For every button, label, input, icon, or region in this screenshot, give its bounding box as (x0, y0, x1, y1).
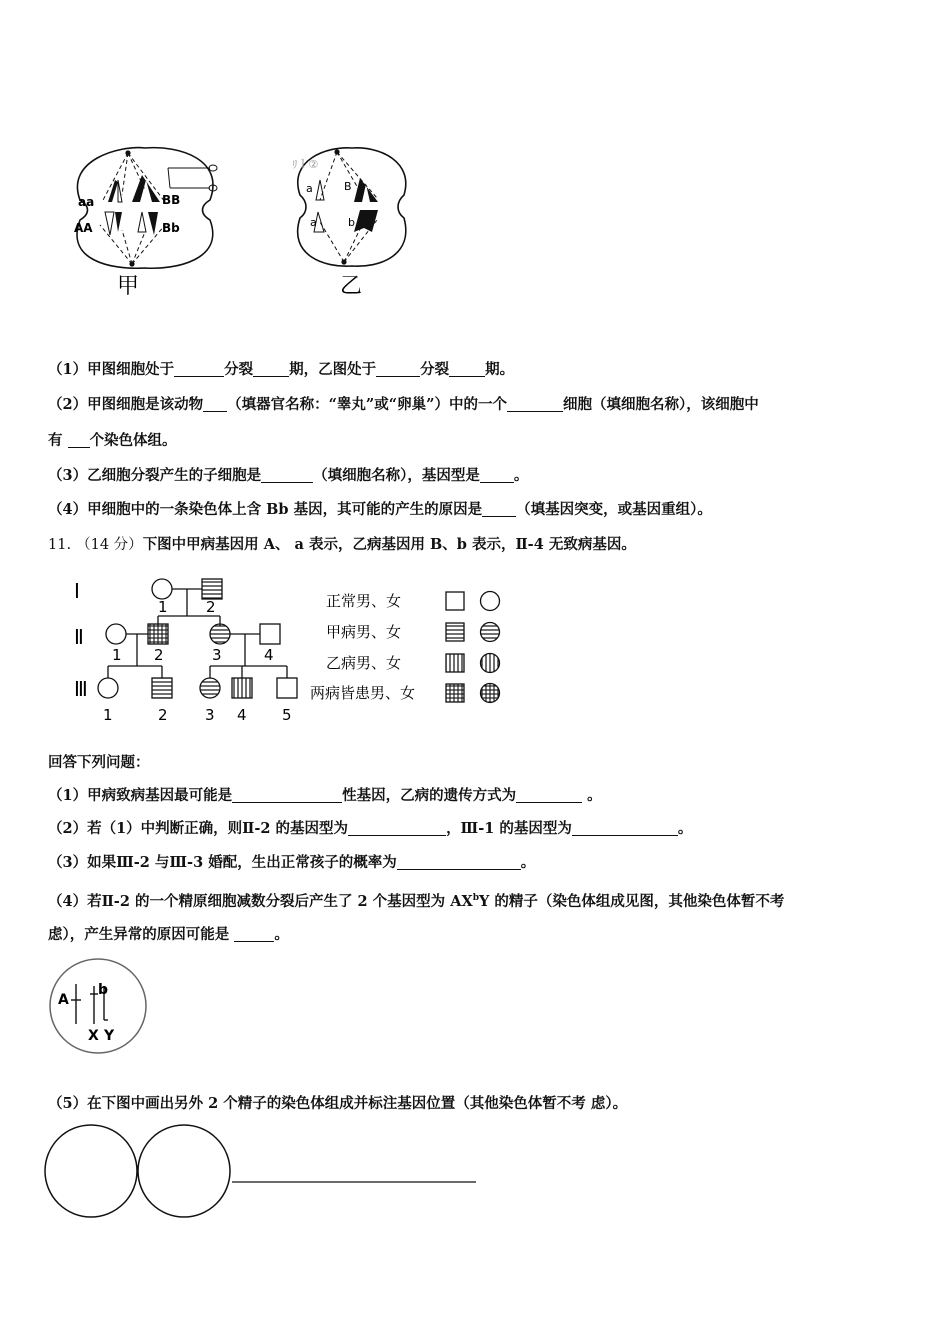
answer-blank[interactable] (397, 854, 521, 870)
sperm-chrom-X: X (88, 1028, 99, 1044)
generation-I: Ⅰ (74, 579, 80, 603)
gene-label-a-bottom: a (310, 216, 317, 229)
svg-text:5: 5 (282, 706, 292, 724)
answer-blank[interactable] (203, 396, 227, 412)
sperm-chromosome-figure (48, 958, 152, 1058)
answer-blank[interactable] (261, 467, 313, 483)
gene-label-Bb: Bb (162, 221, 180, 235)
answer-blank[interactable] (232, 787, 342, 803)
gene-label-aa: aa (78, 195, 95, 209)
svg-text:甲病男、女: 甲病男、女 (326, 623, 402, 641)
II-2-affected-male-both (148, 624, 168, 644)
III-5-normal-male (277, 678, 297, 698)
answer-blank[interactable] (234, 926, 274, 942)
q10-part1: （1）甲图细胞处于 分裂 期，乙图处于 分裂 期。 (48, 361, 515, 378)
generation-II: Ⅱ (74, 625, 84, 649)
drawing-circle-1[interactable] (45, 1125, 137, 1217)
pedigree-legend (310, 592, 415, 702)
sperm-gene-b: b (98, 982, 109, 998)
II-1-normal-female (106, 624, 126, 644)
svg-text:4: 4 (237, 706, 247, 724)
III-2-affected-male-jia (152, 678, 172, 698)
sperm-gene-A: A (58, 992, 69, 1008)
svg-text:3: 3 (212, 646, 222, 664)
II-4-normal-male (260, 624, 280, 644)
q10-part3: （3）乙细胞分裂产生的子细胞是 （填细胞名称），基因型是 。 (48, 467, 529, 484)
gene-label-AA: AA (74, 221, 93, 235)
answer-blank[interactable] (507, 396, 563, 412)
q11-part5: （5）在下图中画出另外 2 个精子的染色体组成并标注基因位置（其他染色体暂不考 虑）。 (48, 1095, 628, 1112)
svg-text:2: 2 (206, 598, 216, 616)
figure-label-yi: 乙 (340, 274, 363, 299)
cell-figure-yi (282, 140, 422, 300)
I-1-normal-female (152, 579, 172, 599)
generation-III: Ⅲ (74, 677, 88, 701)
svg-text:两病皆患男、女: 两病皆患男、女 (310, 684, 416, 702)
answer-blank[interactable] (174, 361, 224, 377)
q11-part1: （1）甲病致病基因最可能是 性基因，乙病的遗传方式为 。 (48, 787, 602, 804)
pedigree-chart (60, 568, 510, 733)
svg-text:2: 2 (154, 646, 164, 664)
q11-part2: （2）若（1）中判断正确，则Ⅱ-2 的基因型为 ，Ⅲ-1 的基因型为 。 (48, 820, 693, 837)
q11-answer-intro: 回答下列问题： (48, 754, 150, 771)
q11-header: 11. （14 分）下图中甲病基因用 A、 a 表示，乙病基因用 B、b 表示，Ⅱ-4 无致病基因。 (48, 536, 636, 553)
q10-part2-line1: （2）甲图细胞是该动物 （填器官名称：“睾丸”或“卵巢”）中的一个 细胞（填细胞名称），该细胞中 (48, 396, 759, 413)
q11-part3: （3）如果Ⅲ-2 与Ⅲ-3 婚配，生出正常孩子的概率为 。 (48, 854, 536, 871)
answer-blank[interactable] (68, 432, 90, 448)
svg-text:正常男、女: 正常男、女 (326, 592, 402, 610)
q11-part4-line2: 虑），产生异常的原因可能是 。 (48, 926, 289, 943)
svg-text:3: 3 (205, 706, 215, 724)
answer-blank[interactable] (253, 361, 289, 377)
svg-text:乙病男、女: 乙病男、女 (326, 654, 402, 672)
answer-blank[interactable] (376, 361, 420, 377)
answer-blank[interactable] (482, 501, 516, 517)
gene-label-BB: BB (162, 193, 181, 207)
svg-text:4: 4 (264, 646, 274, 664)
q10-part4: （4）甲细胞中的一条染色体上含 Bb 基因，其可能的产生的原因是 （填基因突变，或基因重组）。 (48, 501, 712, 518)
faint-marking: ﾘｌ② (292, 158, 319, 171)
III-4-affected-male-yi (232, 678, 252, 698)
drawing-area[interactable] (44, 1122, 484, 1222)
answer-blank[interactable] (480, 467, 514, 483)
cell-figure-jia (60, 140, 230, 300)
answer-blank[interactable] (449, 361, 485, 377)
III-3-affected-female-jia (200, 678, 220, 698)
answer-blank[interactable] (516, 787, 582, 803)
q11-part4-line1: （4）若Ⅱ-2 的一个精原细胞减数分裂后产生了 2 个基因型为 $AX^bY$ 的精子（染色体组成见图，其他染色体暂不考 (48, 892, 785, 910)
gene-label-a-top: a (306, 182, 313, 195)
svg-text:1: 1 (103, 706, 113, 724)
q10-part2-line2: 有 个染色体组。 (48, 432, 177, 449)
sperm-chrom-Y: Y (104, 1028, 115, 1044)
II-3-affected-female-jia (210, 624, 230, 644)
answer-blank[interactable] (348, 820, 446, 836)
answer-blank[interactable] (572, 820, 678, 836)
svg-text:2: 2 (158, 706, 168, 724)
figure-label-jia: 甲 (117, 274, 140, 299)
III-1-normal-female (98, 678, 118, 698)
I-2-affected-male-jia (202, 579, 222, 599)
gene-label-b: b (348, 216, 355, 229)
gene-label-B: B (344, 180, 352, 193)
drawing-circle-2[interactable] (138, 1125, 230, 1217)
svg-text:1: 1 (158, 598, 168, 616)
svg-text:1: 1 (112, 646, 122, 664)
